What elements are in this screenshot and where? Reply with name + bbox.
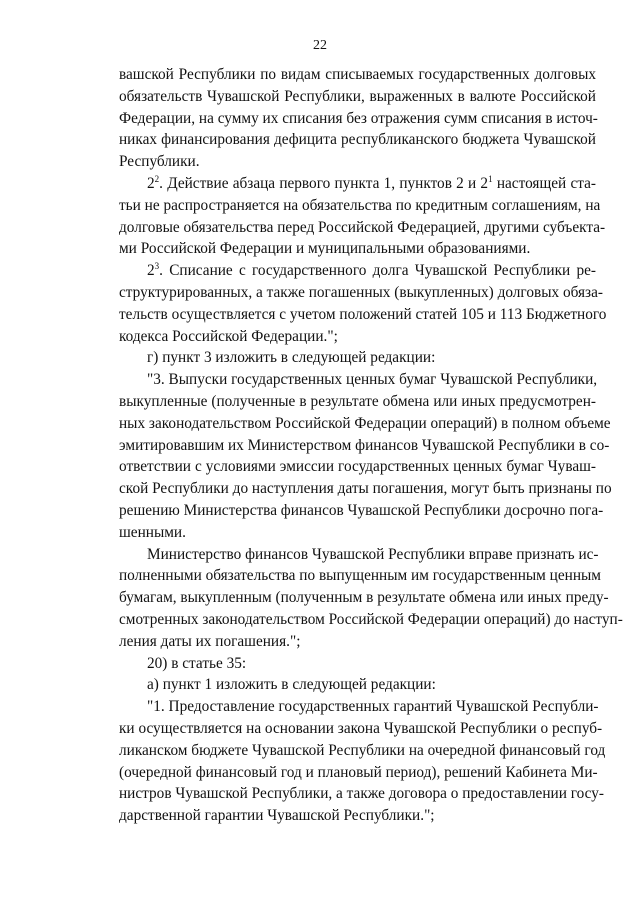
text-line: кодекса Российской Федерации."; (119, 327, 338, 345)
text-line: эмитировавшим их Министерством финансов Чувашской Республики в со- (119, 436, 610, 454)
text-line: смотренных законодательством Российской Федерации операций) до наступ- (119, 610, 623, 628)
text-line: г) пункт 3 изложить в следующей редакции: (147, 349, 436, 367)
text-line: ской Республики до наступления даты погашения, могут быть признаны по (119, 480, 612, 498)
text-line: Министерство финансов Чувашской Республики вправе признать ис- (147, 545, 599, 563)
text-line: ликанском бюджете Чувашской Республики на очередной финансовый год (119, 741, 606, 759)
text-line: ных законодательством Российской Федерации операций) в полном объеме (119, 414, 611, 432)
text-segment: настоящей ста- (492, 174, 596, 192)
text-line: бумагам, выкупленным (полученным в результате обмена или иных преду- (119, 589, 609, 607)
text-line: долговые обязательства перед Российской Федерацией, другими субъекта- (119, 218, 606, 236)
text-line: ления даты их погашения."; (119, 632, 301, 650)
text-line: решению Министерства финансов Чувашской Республики досрочно пога- (119, 501, 604, 519)
text-line: (очередной финансовый год и плановый период), решений Кабинета Ми- (119, 763, 598, 781)
text-line: тьи не распространяется на обязательства по кредитным соглашениям, на (119, 196, 601, 214)
text-line (119, 173, 596, 195)
text-line: "3. Выпуски государственных ценных бумаг Чувашской Республики, (147, 371, 598, 389)
text-line: шенными. (119, 523, 186, 541)
text-line: дарственной гарантии Чувашской Республики."; (119, 807, 435, 825)
text-segment: 2 (147, 262, 155, 280)
page-number: 22 (313, 38, 327, 53)
text-line: никах финансирования дефицита республиканского бюджета Чувашской (119, 131, 596, 149)
text-line: Федерации, на сумму их списания без отражения сумм списания в источ- (119, 109, 598, 127)
text-line (119, 260, 596, 282)
text-line: ответствии с условиями эмиссии государственных ценных бумаг Чуваш- (119, 458, 596, 476)
text-line: "1. Предоставление государственных гарантий Чувашской Республи- (147, 698, 599, 716)
text-line: вашской Республики по видам списываемых государственных долговых (119, 66, 596, 83)
text-line: обязательств Чувашской Республики, выраженных в валюте Российской (119, 87, 596, 105)
document-body (119, 64, 623, 827)
text-segment: 2 (147, 174, 155, 192)
superscript: 2 (154, 173, 160, 184)
text-line: ки осуществляется на основании закона Чувашской Республики о респуб- (119, 719, 603, 737)
text-segment: . Действие абзаца первого пункта 1, пунктов 2 и 2 (159, 174, 489, 192)
text-line: нистров Чувашской Республики, а также договора о предоставлении госу- (119, 785, 604, 803)
text-line: полненными обязательства по выпущенным им государственным ценным (119, 567, 601, 585)
text-line: выкупленные (полученные в результате обмена или иных предусмотрен- (119, 392, 596, 410)
text-line: структурированных, а также погашенных (выкупленных) долговых обяза- (119, 283, 603, 301)
text-line: Республики. (119, 153, 200, 171)
text-line: а) пункт 1 изложить в следующей редакции: (147, 676, 436, 694)
text-line: 20) в статье 35: (147, 654, 247, 672)
text-line: ми Российской Федерации и муниципальными образованиями. (119, 240, 531, 258)
text-segment: . Списание с государственного долга Чувашской Республики ре- (159, 262, 596, 280)
superscript: 1 (488, 173, 493, 184)
text-line: тельств осуществляется с учетом положений статей 105 и 113 Бюджетного (119, 305, 607, 323)
superscript: 3 (154, 261, 160, 272)
